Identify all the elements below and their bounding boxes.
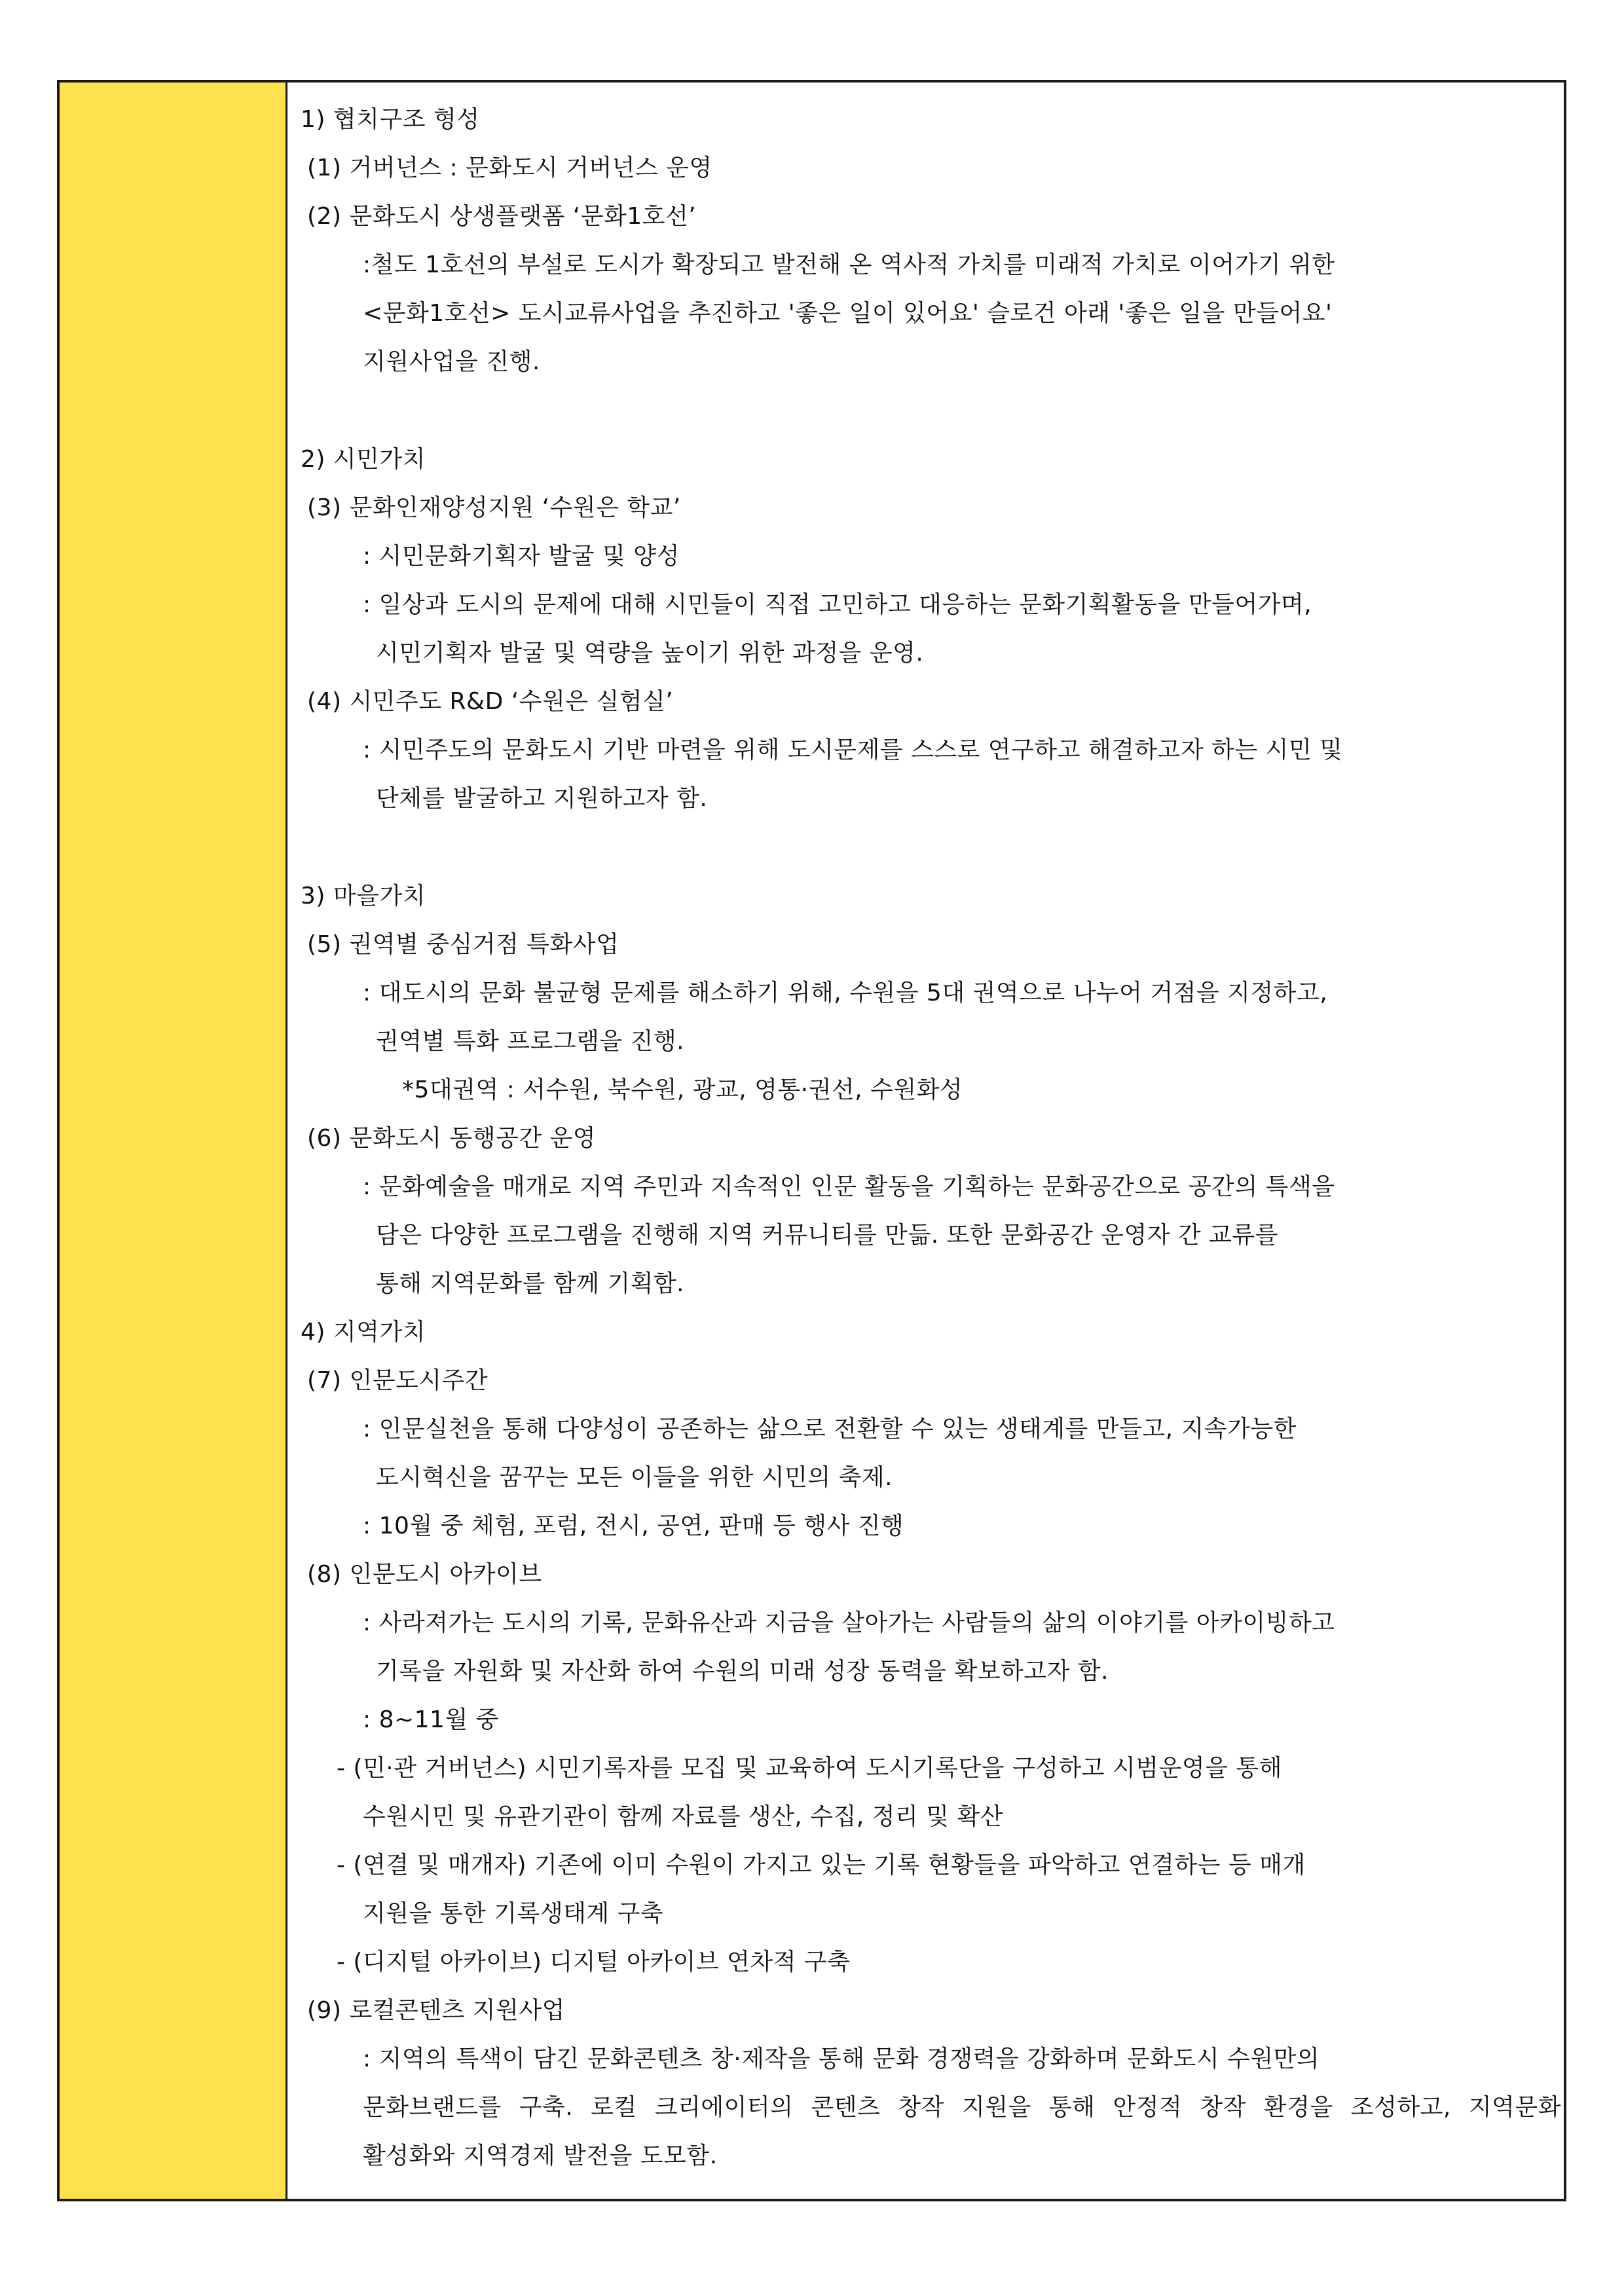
item-heading: (4) 시민주도 R&D ‘수원은 실험실’	[307, 688, 674, 715]
bullet-item: 지원을 통한 기록생태계 구축	[363, 1900, 664, 1927]
section-heading: 4) 지역가치	[301, 1319, 426, 1346]
item-description: 통해 지역문화를 함께 기획함.	[376, 1270, 685, 1297]
item-description: : 사라져가는 도시의 기록, 문화유산과 지금을 살아가는 사람들의 삶의 이야기를 아카이빙하고	[363, 1609, 1335, 1636]
item-description: 지원사업을 진행.	[363, 348, 540, 375]
item-description: 담은 다양한 프로그램을 진행해 지역 커뮤니티를 만듦. 또한 문화공간 운영자 간 교류를	[376, 1222, 1278, 1249]
item-description: : 인문실천을 통해 다양성이 공존하는 삶으로 전환할 수 있는 생태계를 만들고, 지속가능한	[363, 1416, 1297, 1442]
item-description: : 대도시의 문화 불균형 문제를 해소하기 위해, 수원을 5대 권역으로 나누어 거점을 지정하고,	[363, 980, 1328, 1006]
item-description: 도시혁신을 꿈꾸는 모든 이들을 위한 시민의 축제.	[376, 1464, 893, 1491]
item-description: 기록을 자원화 및 자산화 하여 수원의 미래 성장 동력을 확보하고자 함.	[376, 1658, 1109, 1685]
item-heading: (1) 거버넌스 : 문화도시 거버넌스 운영	[307, 155, 712, 181]
item-description: 활성화와 지역경제 발전을 도모함.	[363, 2142, 718, 2169]
item-heading: (3) 문화인재양성지원 ‘수원은 학교’	[307, 494, 681, 521]
item-description: 시민기획자 발굴 및 역량을 높이기 위한 과정을 운영.	[376, 640, 924, 667]
item-heading: (9) 로컬콘텐츠 지원사업	[307, 1997, 565, 2024]
item-description: : 8~11월 중	[363, 1706, 499, 1733]
item-description: <문화1호선> 도시교류사업을 추진하고 '좋은 일이 있어요' 슬로건 아래 '좋은 일을 만들어요'	[363, 300, 1333, 327]
item-description: : 시민주도의 문화도시 기반 마련을 위해 도시문제를 스스로 연구하고 해결하고자 하는 시민 및	[363, 737, 1343, 763]
item-description: 단체를 발굴하고 지원하고자 함.	[376, 785, 708, 812]
item-heading: (6) 문화도시 동행공간 운영	[307, 1125, 597, 1152]
item-description: : 시민문화기획자 발굴 및 양성	[363, 543, 680, 570]
item-heading: (2) 문화도시 상생플랫폼 ‘문화1호선’	[307, 203, 697, 230]
item-heading: (8) 인문도시 아카이브	[307, 1561, 542, 1588]
bullet-item: - (디지털 아카이브) 디지털 아카이브 연차적 구축	[337, 1949, 851, 1975]
document-table	[57, 80, 1566, 2201]
item-description: 권역별 특화 프로그램을 진행.	[376, 1028, 685, 1055]
item-description: : 문화예술을 매개로 지역 주민과 지속적인 인문 활동을 기획하는 문화공간으로 공간의 특색을	[363, 1173, 1335, 1200]
content-cell	[287, 83, 1564, 2199]
item-description: : 10월 중 체험, 포럼, 전시, 공연, 판매 등 행사 진행	[363, 1513, 904, 1539]
item-heading: (7) 인문도시주간	[307, 1367, 489, 1394]
item-note: *5대권역 : 서수원, 북수원, 광교, 영통·권선, 수원화성	[402, 1076, 963, 1103]
item-description: : 지역의 특색이 담긴 문화콘텐츠 창·제작을 통해 문화 경쟁력을 강화하며 문화도시 수원만의	[363, 2046, 1320, 2072]
bullet-item: - (민·관 거버넌스) 시민기록자를 모집 및 교육하여 도시기록단을 구성하고 시범운영을 통해	[337, 1755, 1282, 1782]
section-heading: 2) 시민가치	[301, 446, 426, 473]
item-heading: (5) 권역별 중심거점 특화사업	[307, 931, 619, 958]
item-description: :철도 1호선의 부설로 도시가 확장되고 발전해 온 역사적 가치를 미래적 가치로 이어가기 위한	[363, 251, 1335, 278]
bullet-item: - (연결 및 매개자) 기존에 이미 수원이 가지고 있는 기록 현황들을 파악하고 연결하는 등 매개	[337, 1852, 1306, 1879]
section-heading: 3) 마을가치	[301, 883, 426, 909]
item-description: : 일상과 도시의 문제에 대해 시민들이 직접 고민하고 대응하는 문화기획활동을 만들어가며,	[363, 591, 1312, 618]
section-heading: 1) 협치구조 형성	[301, 106, 480, 133]
bullet-item: 수원시민 및 유관기관이 함께 자료를 생산, 수집, 정리 및 확산	[363, 1803, 1004, 1830]
yellow-sidebar-column	[60, 83, 287, 2199]
item-description: 문화브랜드를 구축. 로컬 크리에이터의 콘텐츠 창작 지원을 통해 안정적 창작 환경을 조성하고, 지역문화	[363, 2094, 1561, 2121]
